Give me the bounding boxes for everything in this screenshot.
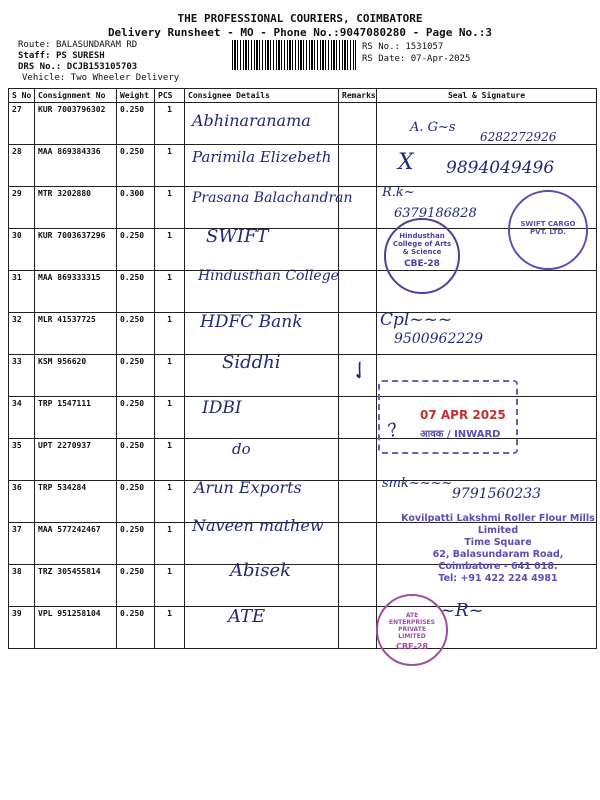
row-weight: 0.250 [117, 439, 155, 481]
signature-36: smk~~~~ [382, 476, 453, 491]
col-remarks: Remarks [339, 89, 377, 103]
handwritten-consignee-29: Prasana Balachandran [192, 190, 353, 206]
row-pcs: 1 [155, 523, 185, 565]
inward-label: आवक / INWARD [420, 429, 501, 440]
company-stamp [396, 513, 600, 585]
staff-value: PS SURESH [55, 51, 105, 61]
ate-seal-text: ATE ENTERPRISES PRIVATE LIMITED [389, 612, 435, 640]
row-consignment-no: KUR 7003796302 [35, 103, 117, 145]
row-weight: 0.250 [117, 481, 155, 523]
rs-number: RS No.: 1531057 [362, 42, 444, 52]
row-sno: 37 [9, 523, 35, 565]
row-weight: 0.250 [117, 607, 155, 649]
ate-seal-code: CBE-28 [396, 642, 428, 651]
handwritten-consignee-35: do [232, 440, 251, 458]
sheet-subtitle: Delivery Runsheet - MO - Phone No.:9047080280 - Page No.:3 [107, 26, 493, 39]
row-pcs: 1 [155, 187, 185, 229]
row-pcs: 1 [155, 355, 185, 397]
handwritten-consignee-27: Abhinaranama [192, 111, 311, 130]
row-sno: 35 [9, 439, 35, 481]
staff-line [18, 51, 105, 62]
handwritten-consignee-38: Abisek [230, 560, 292, 581]
row-consignment-no: MLR 41537725 [35, 313, 117, 355]
table-header-row [9, 89, 597, 103]
phone-36: 9791560233 [452, 486, 542, 502]
row-sno: 32 [9, 313, 35, 355]
row-consignment-no: TRZ 305455814 [35, 565, 117, 607]
row-pcs: 1 [155, 229, 185, 271]
signature-29: R.k~ [382, 185, 415, 200]
col-pcs: PCS [155, 89, 185, 103]
college-seal-stamp [384, 218, 460, 294]
handwritten-consignee-37: Naveen mathew [192, 516, 324, 535]
row-remarks [339, 607, 377, 649]
row-remarks [339, 145, 377, 187]
vehicle-value: Two Wheeler Delivery [70, 73, 180, 83]
row-sno: 34 [9, 397, 35, 439]
row-sno: 39 [9, 607, 35, 649]
col-sno: S No [9, 89, 35, 103]
row-weight: 0.250 [117, 397, 155, 439]
row-weight: 0.250 [117, 229, 155, 271]
rs-date: RS Date: 07-Apr-2025 [362, 54, 471, 64]
row-pcs: 1 [155, 313, 185, 355]
row-remarks [339, 481, 377, 523]
drs-value: DCJB153105703 [66, 62, 138, 72]
company-city: Coimbatore - 641 018. [438, 561, 558, 572]
row-sno: 36 [9, 481, 35, 523]
row-consignment-no: MAA 869384336 [35, 145, 117, 187]
row-pcs: 1 [155, 439, 185, 481]
row-remarks [339, 313, 377, 355]
row-consignment-no: MTR 3202880 [35, 187, 117, 229]
handwritten-consignee-32: HDFC Bank [200, 312, 303, 332]
table-row [9, 607, 597, 649]
row-remarks [339, 271, 377, 313]
row-remarks [339, 439, 377, 481]
ate-seal-stamp [376, 594, 448, 666]
row-consignment-no: MAA 577242467 [35, 523, 117, 565]
row-consignment-no: VPL 951258104 [35, 607, 117, 649]
route-line [18, 40, 137, 51]
phone-28: 9894049496 [446, 158, 555, 178]
row-remarks [339, 229, 377, 271]
staff-label: Staff: [18, 51, 51, 61]
company-name: Kovilpatti Lakshmi Roller Flour Mills Limited [401, 513, 595, 536]
signature-27: A. G~s [410, 120, 456, 135]
company-phone: Tel: +91 422 224 4981 [438, 573, 558, 584]
col-consignee: Consignee Details [185, 89, 339, 103]
row-consignment-no: MAA 869333315 [35, 271, 117, 313]
row-remarks [339, 103, 377, 145]
inward-date-stamp [378, 380, 518, 454]
row-weight: 0.250 [117, 145, 155, 187]
handwritten-consignee-33: Siddhi [222, 352, 281, 373]
row-sno: 30 [9, 229, 35, 271]
college-seal-text: Hindusthan College of Arts & Science [392, 232, 452, 256]
col-consignment: Consignment No [35, 89, 117, 103]
row-sno: 28 [9, 145, 35, 187]
drs-line [18, 62, 137, 73]
row-weight: 0.300 [117, 187, 155, 229]
row-sno: 27 [9, 103, 35, 145]
handwritten-consignee-28: Parimila Elizebeth [192, 148, 332, 166]
college-seal-code: CBE-28 [404, 259, 440, 269]
row-sno: 29 [9, 187, 35, 229]
row-pcs: 1 [155, 145, 185, 187]
row-consignment-no: TRP 1547111 [35, 397, 117, 439]
row-consignment-no: KSM 956620 [35, 355, 117, 397]
row-consignment-no: UPT 2270937 [35, 439, 117, 481]
row-pcs: 1 [155, 481, 185, 523]
handwritten-consignee-31: Hindusthan College [198, 268, 339, 284]
route-label: Route: [18, 40, 51, 50]
company-building: Time Square [464, 537, 532, 548]
barcode [232, 40, 356, 70]
row-remarks [339, 565, 377, 607]
row-weight: 0.250 [117, 313, 155, 355]
company-address: 62, Balasundaram Road, [432, 549, 564, 560]
row-sno: 38 [9, 565, 35, 607]
row-weight: 0.250 [117, 271, 155, 313]
handwritten-consignee-30: SWIFT [206, 226, 269, 247]
phone-27: 6282272926 [480, 130, 557, 144]
row-pcs: 1 [155, 271, 185, 313]
vehicle-label: Vehicle: [22, 73, 66, 83]
col-seal: Seal & Signature [377, 89, 597, 103]
handwritten-consignee-34: IDBI [202, 398, 242, 418]
row-consignment-no: TRP 534284 [35, 481, 117, 523]
row-consignee-details [185, 439, 339, 481]
row-remarks [339, 397, 377, 439]
signature-32: Cpl~~~ [380, 310, 453, 330]
sheet-title: THE PROFESSIONAL COURIERS, COIMBATORE [177, 12, 423, 25]
swift-cargo-stamp [508, 190, 588, 270]
inward-date: 07 APR 2025 [420, 408, 506, 422]
drs-label: DRS No.: [18, 62, 62, 72]
row-weight: 0.250 [117, 565, 155, 607]
route-value: BALASUNDARAM RD [55, 40, 138, 50]
handwritten-consignee-36: Arun Exports [194, 478, 302, 497]
signature-28: X [398, 150, 414, 175]
row-consignment-no: KUR 7003637296 [35, 229, 117, 271]
signature-39: ~R~ [440, 600, 484, 621]
row-weight: 0.250 [117, 355, 155, 397]
row-remarks [339, 523, 377, 565]
row-pcs: 1 [155, 565, 185, 607]
signature-35: ? [384, 418, 401, 443]
row-sno: 31 [9, 271, 35, 313]
col-weight: Weight [117, 89, 155, 103]
row-sno: 33 [9, 355, 35, 397]
row-pcs: 1 [155, 397, 185, 439]
signature-33: ✓ [343, 357, 375, 388]
vehicle-line [22, 73, 179, 84]
phone-32: 9500962229 [394, 331, 484, 347]
phone-29: 6379186828 [394, 206, 477, 221]
row-pcs: 1 [155, 607, 185, 649]
row-weight: 0.250 [117, 103, 155, 145]
row-weight: 0.250 [117, 523, 155, 565]
swift-cargo-text: SWIFT CARGO PVT. LTD. [520, 220, 576, 236]
handwritten-consignee-39: ATE [228, 606, 266, 627]
row-pcs: 1 [155, 103, 185, 145]
